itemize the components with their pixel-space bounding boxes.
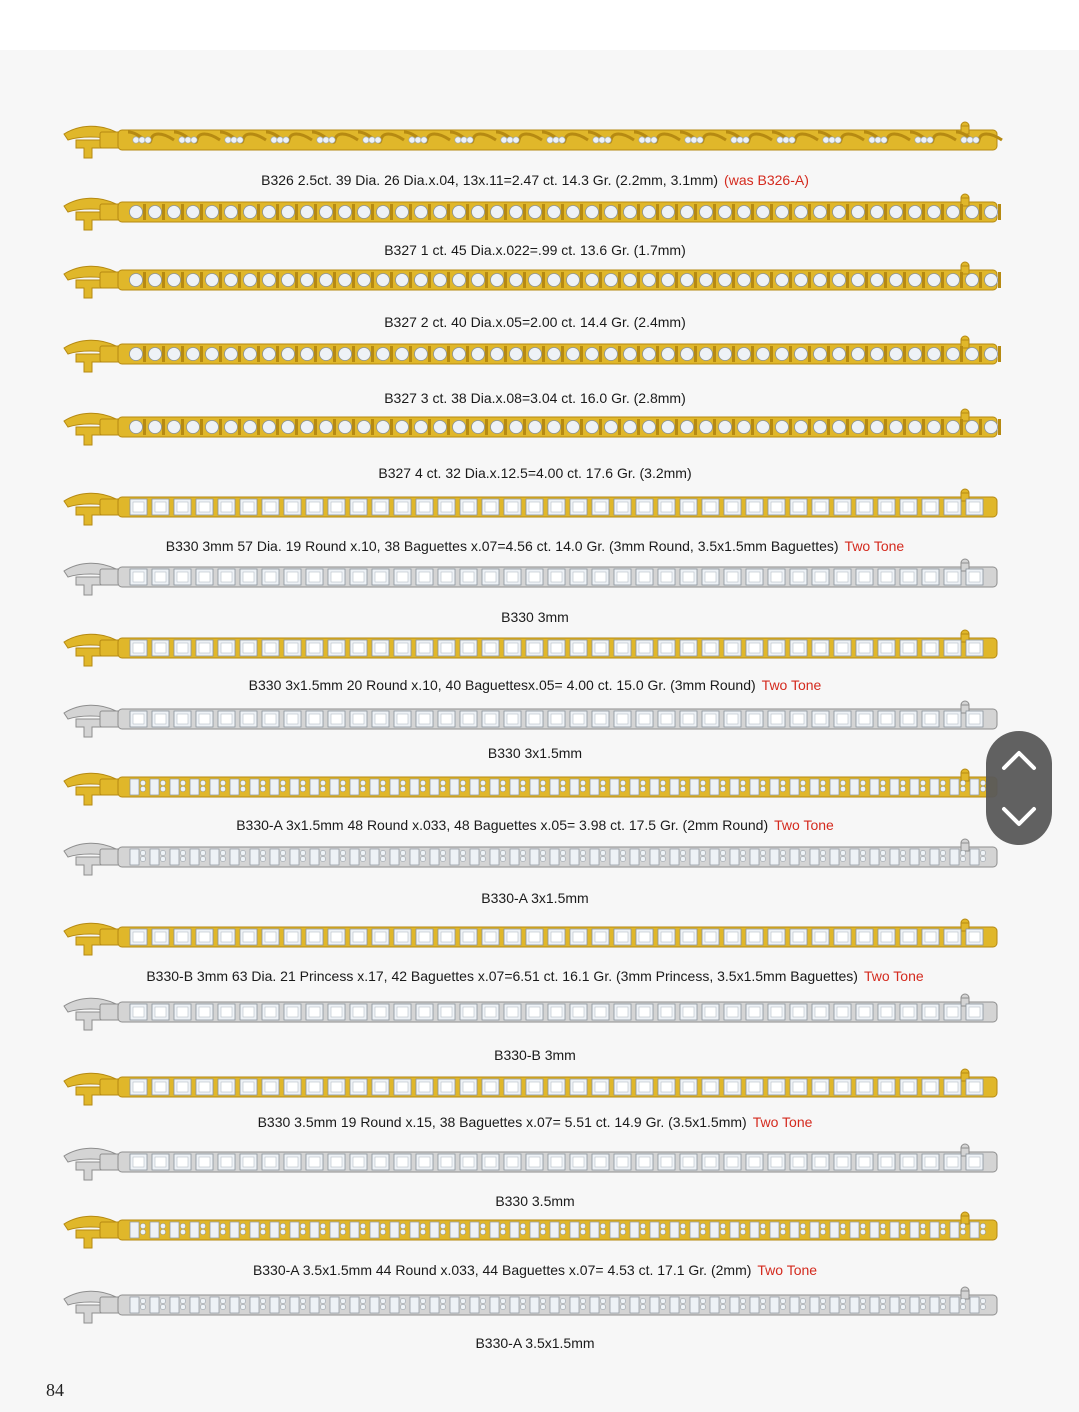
bracelet-caption xyxy=(60,609,1010,625)
clasp-icon xyxy=(64,340,122,372)
bracelet-image xyxy=(60,765,1005,809)
caption-text: B326 2.5ct. 39 Dia. 26 Dia.x.04, 13x.11=2.47 ct. 14.3 Gr. (2.2mm, 3.1mm) xyxy=(261,172,719,188)
bracelet-caption xyxy=(60,1193,1010,1209)
bracelet-image xyxy=(60,405,1005,449)
clasp-icon xyxy=(64,843,122,875)
bracelet-caption xyxy=(60,1114,1010,1130)
bracelet-caption xyxy=(60,1047,1010,1063)
caption-note: Two Tone xyxy=(757,1262,818,1278)
bracelet-caption xyxy=(60,677,1010,693)
caption-text: B330-A 3.5x1.5mm xyxy=(475,1335,595,1351)
caption-text: B330 3.5mm xyxy=(495,1193,575,1209)
bracelet-image xyxy=(60,697,1005,741)
bracelet-caption xyxy=(60,1262,1010,1278)
stone-links xyxy=(130,849,986,865)
caption-note: Two Tone xyxy=(774,817,834,833)
caption-text: B330-A 3x1.5mm xyxy=(481,890,589,906)
bracelet-image xyxy=(60,990,1005,1034)
bracelet-image xyxy=(60,835,1005,879)
chevron-up-icon xyxy=(1000,748,1038,772)
clasp-icon xyxy=(64,634,122,666)
clasp-icon xyxy=(64,493,122,525)
bracelet-caption xyxy=(60,968,1010,984)
clasp-icon xyxy=(64,563,122,595)
clasp-icon xyxy=(64,773,122,805)
caption-text: B327 2 ct. 40 Dia.x.05=2.00 ct. 14.4 Gr. (2.4mm) xyxy=(384,314,686,330)
scroll-widget xyxy=(986,731,1052,845)
clasp-icon xyxy=(64,923,122,955)
caption-text: B330 3mm 57 Dia. 19 Round x.10, 38 Baguettes x.07=4.56 ct. 14.0 Gr. (3mm Round, 3.5x1.5mm Baguettes) xyxy=(165,538,839,554)
caption-text: B330 3mm xyxy=(501,609,569,625)
caption-text: B330 3x1.5mm 20 Round x.10, 40 Baguettesx.05= 4.00 ct. 15.0 Gr. (3mm Round) xyxy=(248,677,756,693)
clasp-icon xyxy=(64,705,122,737)
clasp-icon xyxy=(64,998,122,1030)
clasp-icon xyxy=(64,1291,122,1323)
stone-links xyxy=(130,779,986,795)
clasp-icon xyxy=(64,1216,122,1248)
bracelet-caption xyxy=(60,538,1010,554)
bracelet-image xyxy=(60,190,1005,234)
bracelet-caption xyxy=(60,745,1010,761)
stone-links xyxy=(130,1222,986,1238)
caption-text: B327 4 ct. 32 Dia.x.12.5=4.00 ct. 17.6 Gr. (3.2mm) xyxy=(378,465,692,481)
bracelet-caption xyxy=(60,465,1010,481)
scroll-up-button[interactable] xyxy=(986,731,1052,788)
caption-text: B330-A 3x1.5mm 48 Round x.033, 48 Baguettes x.05= 3.98 ct. 17.5 Gr. (2mm Round) xyxy=(236,817,769,833)
bracelet-image xyxy=(60,1208,1005,1252)
bracelet-caption xyxy=(60,890,1010,906)
bracelet-image xyxy=(60,626,1005,670)
bracelet-caption xyxy=(60,1335,1010,1351)
caption-note: Two Tone xyxy=(761,677,822,693)
bracelet-caption xyxy=(60,817,1010,833)
caption-text: B327 3 ct. 38 Dia.x.08=3.04 ct. 16.0 Gr. (2.8mm) xyxy=(384,390,686,406)
caption-text: B330-B 3mm xyxy=(494,1047,576,1063)
caption-note: (was B326-A) xyxy=(724,172,809,188)
caption-text: B330 3.5mm 19 Round x.15, 38 Baguettes x.07= 5.51 ct. 14.9 Gr. (3.5x1.5mm) xyxy=(257,1114,747,1130)
caption-note: Two Tone xyxy=(844,538,905,554)
bracelet-image xyxy=(60,1065,1005,1109)
stone-links xyxy=(130,1297,986,1313)
chevron-down-icon xyxy=(1000,805,1038,829)
caption-note: Two Tone xyxy=(863,968,924,984)
bracelet-image xyxy=(60,332,1005,376)
caption-text: B330 3x1.5mm xyxy=(487,745,583,761)
bracelet-image xyxy=(60,1140,1005,1184)
caption-text: B330-B 3mm 63 Dia. 21 Princess x.17, 42 Baguettes x.07=6.51 ct. 16.1 Gr. (3mm Princess, 3.5x1.5mm Baguettes) xyxy=(146,968,858,984)
bracelet-image xyxy=(60,485,1005,529)
bracelet-caption xyxy=(60,242,1010,258)
bracelet-caption xyxy=(60,390,1010,406)
caption-note: Two Tone xyxy=(752,1114,813,1130)
bracelet-image xyxy=(60,118,1005,162)
clasp-icon xyxy=(64,1148,122,1180)
page-number: 84 xyxy=(46,1380,64,1400)
clasp-icon xyxy=(64,413,122,445)
bracelet-caption xyxy=(60,314,1010,330)
scroll-down-button[interactable] xyxy=(986,788,1052,845)
clasp-icon xyxy=(64,126,122,158)
top-bar xyxy=(0,0,1079,50)
bracelet-image xyxy=(60,555,1005,599)
clasp-icon xyxy=(64,1073,122,1105)
caption-text: B327 1 ct. 45 Dia.x.022=.99 ct. 13.6 Gr. (1.7mm) xyxy=(384,242,686,258)
clasp-icon xyxy=(64,198,122,230)
bracelet-caption xyxy=(60,172,1010,188)
bracelet-image xyxy=(60,258,1005,302)
bracelet-image xyxy=(60,915,1005,959)
bracelet-image xyxy=(60,1283,1005,1327)
caption-text: B330-A 3.5x1.5mm 44 Round x.033, 44 Baguettes x.07= 4.53 ct. 17.1 Gr. (2mm) xyxy=(252,1262,752,1278)
clasp-icon xyxy=(64,266,122,298)
